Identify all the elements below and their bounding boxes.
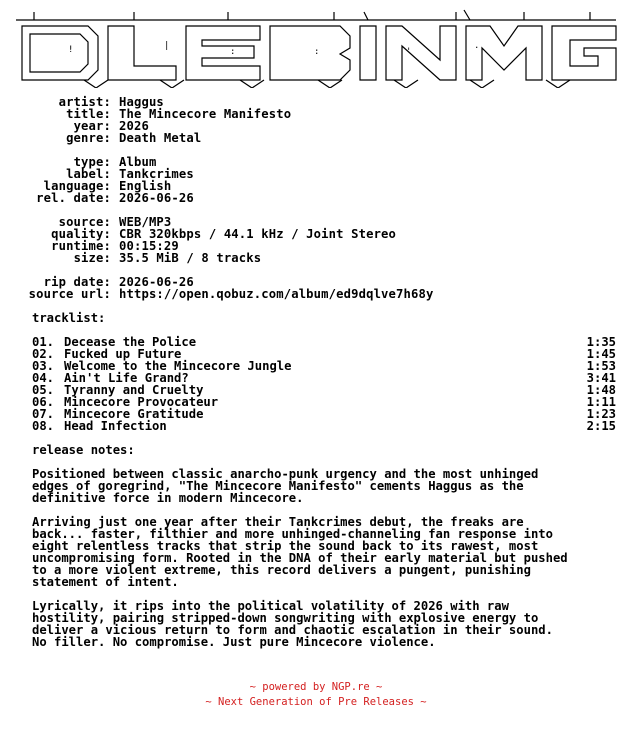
tracklist-heading: tracklist:	[32, 311, 106, 325]
track-row: 04. Ain't Life Grand? 3:41	[32, 371, 616, 385]
footer-tagline: ~ Next Generation of Pre Releases ~	[205, 696, 427, 708]
release-notes-paragraph: Positioned between classic anarcho-punk urgency and the most unhinged edges of goregrind, "The Mincecore Manifesto" cements Haggus as the definitive force in modern Mincecore.	[32, 467, 539, 505]
field-row: type: Album	[73, 155, 157, 169]
svg-text:!: !	[68, 45, 74, 55]
svg-text::: :	[314, 47, 320, 57]
track-row: 03. Welcome to the Mincecore Jungle 1:53	[32, 359, 616, 373]
footer-powered-by[interactable]: ~ powered by NGP.re ~	[249, 681, 383, 693]
svg-text::: :	[230, 47, 236, 57]
release-notes-paragraph: Lyrically, it rips into the political volatility of 2026 with raw hostility, pairing stripped-down songwriting with explosive energy to deliver a vicious return to form and chaotic escalation in their sound. No filler. No compromise. Just pure Mincecore violence.	[32, 599, 553, 649]
footer	[0, 680, 632, 710]
field-row: quality: CBR 320kbps / 44.1 kHz / Joint Stereo	[51, 227, 397, 241]
track-row: 01. Decease the Police 1:35	[32, 335, 616, 349]
track-row: 07. Mincecore Gratitude 1:23	[32, 407, 616, 421]
field-row: size: 35.5 MiB / 8 tracks	[73, 251, 262, 265]
ngp-logo-art	[4, 8, 628, 88]
source-url-link[interactable]: https://open.qobuz.com/album/ed9dqlve7h68y	[119, 287, 434, 301]
field-row: title: The Mincecore Manifesto	[66, 107, 292, 121]
field-row: rel. date: 2026-06-26	[36, 191, 194, 205]
track-row: 05. Tyranny and Cruelty 1:48	[32, 383, 616, 397]
field-row: runtime: 00:15:29	[51, 239, 179, 253]
track-row: 02. Fucked up Future 1:45	[32, 347, 616, 361]
field-row: label: Tankcrimes	[66, 167, 194, 181]
tracklist	[32, 336, 616, 432]
field-row: source: WEB/MP3	[58, 215, 172, 229]
track-row: 06. Mincecore Provocateur 1:11	[32, 395, 616, 409]
field-row: artist: Haggus	[58, 95, 164, 109]
svg-text:': '	[406, 47, 412, 57]
field-row: language: English	[43, 179, 172, 193]
svg-text:|: |	[164, 41, 170, 51]
ascii-banner-logo	[4, 8, 628, 92]
svg-text:.: .	[474, 41, 480, 51]
field-row: source url: https://open.qobuz.com/album/ed9dqlve7h68y	[28, 287, 434, 301]
field-row: rip date: 2026-06-26	[43, 275, 194, 289]
release-notes-paragraph: Arriving just one year after their Tankcrimes debut, the freaks are back... faster, filthier and more unhinged-channeling fan response into eight relentless tracks that strip the sound back to its rawest, most uncompromising form. Rooted in the DNA of their early material but pushed to a more violent extreme, this record delivers a pungent, punishing statement of intent.	[32, 515, 568, 589]
release-notes-heading: release notes:	[32, 443, 135, 457]
field-row: genre: Death Metal	[66, 131, 202, 145]
field-row: year: 2026	[73, 119, 149, 133]
release-info	[0, 96, 632, 300]
track-row: 08. Head Infection 2:15	[32, 419, 616, 433]
